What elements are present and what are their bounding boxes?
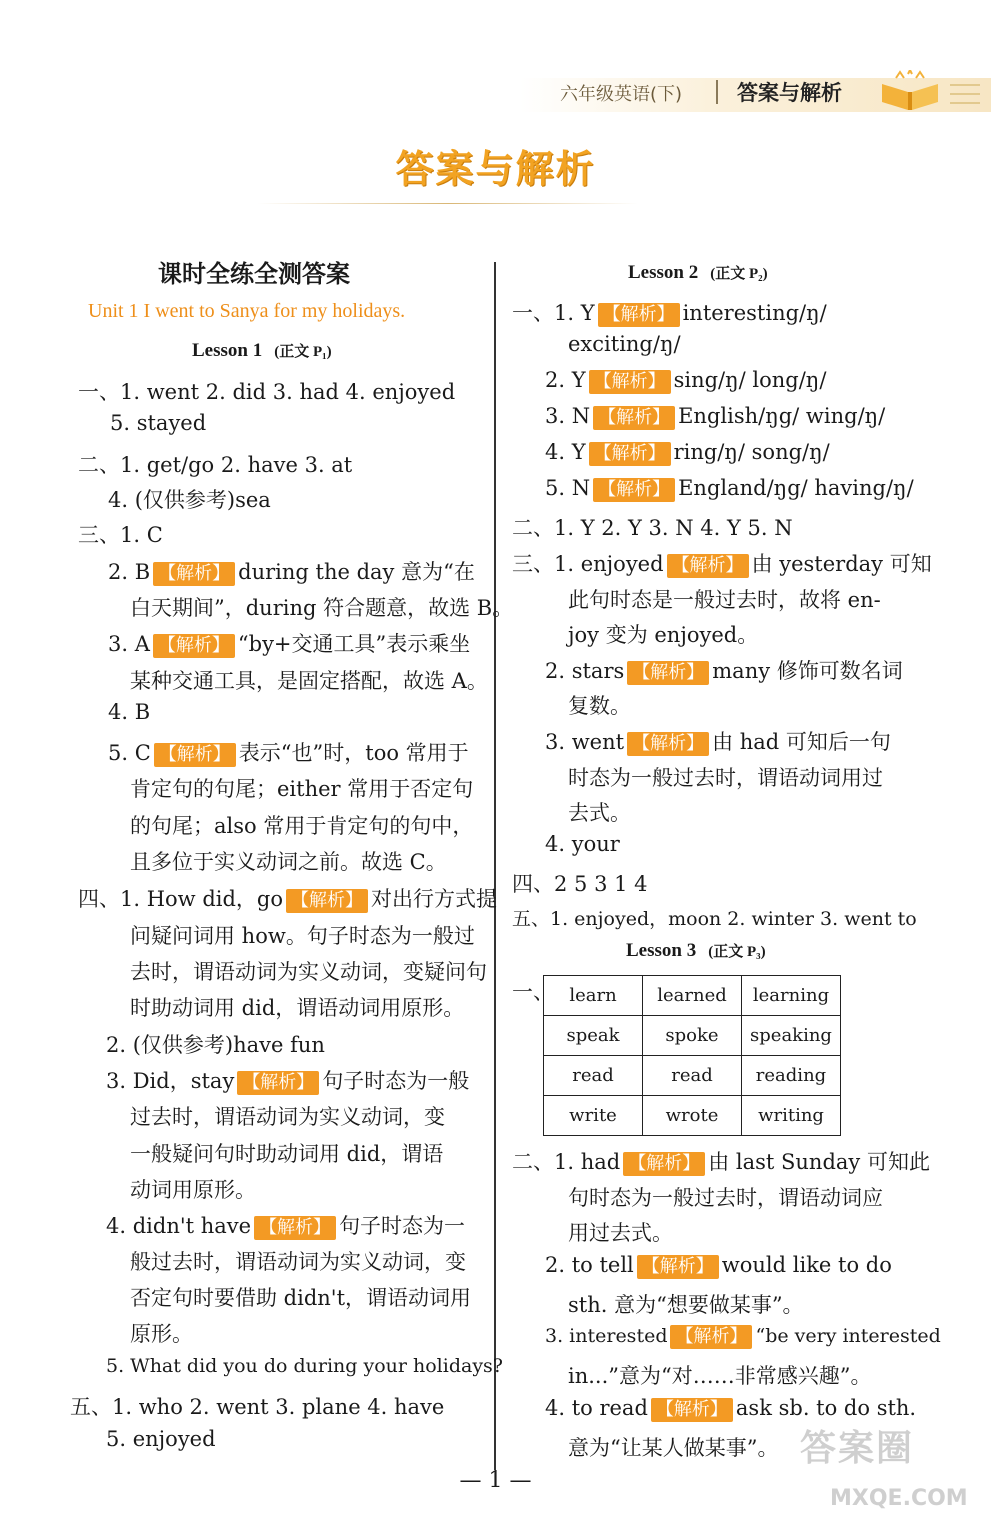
analysis-tag: 【解析】 bbox=[627, 661, 709, 685]
watermark: 答案圈 bbox=[800, 1428, 915, 1469]
analysis-tag: 【解析】 bbox=[670, 1325, 752, 1349]
analysis-tag: 【解析】 bbox=[286, 889, 368, 913]
answer-line: 4. your bbox=[545, 832, 620, 856]
answer-line: 动词用原形。 bbox=[130, 1178, 256, 1202]
table-row bbox=[544, 1016, 841, 1056]
answer-line: 一般疑问句时助动词用 did，谓语 bbox=[130, 1142, 444, 1166]
page-number: — 1 — bbox=[459, 1468, 532, 1493]
answer-line: 一、1. went 2. did 3. had 4. enjoyed bbox=[78, 380, 456, 404]
table-cell: speaking bbox=[742, 1016, 841, 1056]
answer-line: 此句时态是一般过去时，故将 en- bbox=[568, 588, 881, 612]
table-row bbox=[544, 976, 841, 1016]
table-cell: learned bbox=[643, 976, 742, 1016]
answer-line: 二、1. get/go 2. have 3. at bbox=[78, 453, 353, 477]
analysis-tag: 【解析】 bbox=[637, 1255, 719, 1279]
lesson-2-heading bbox=[628, 262, 768, 284]
open-book-icon bbox=[878, 70, 942, 112]
table-cell: speak bbox=[544, 1016, 643, 1056]
table-row bbox=[544, 1096, 841, 1136]
answer-line: 且多位于实义动词之前。故选 C。 bbox=[130, 850, 447, 874]
analysis-tag: 【解析】 bbox=[593, 406, 675, 430]
answer-line: 4. (仅供参考)sea bbox=[108, 488, 271, 512]
answer-line: joy 变为 enjoyed。 bbox=[568, 623, 759, 647]
analysis-tag: 【解析】 bbox=[254, 1216, 336, 1240]
answer-line: 三、1. C bbox=[78, 523, 163, 547]
lesson-1-title: Lesson 1 bbox=[192, 340, 263, 361]
answer-line: 4. Y 【解析】 ring/ŋ/ song/ŋ/ bbox=[545, 440, 830, 464]
title-rule bbox=[258, 203, 638, 204]
answer-line: 原形。 bbox=[130, 1322, 193, 1346]
answer-line: 2. Y 【解析】 sing/ŋ/ long/ŋ/ bbox=[545, 368, 827, 392]
answer-line: 一、1. Y 【解析】 interesting/ŋ/ bbox=[512, 301, 827, 325]
answer-line: 过去时，谓语动词为实义动词，变 bbox=[130, 1105, 445, 1129]
table-cell: learn bbox=[544, 976, 643, 1016]
lesson-3-ref: (正文 P₃) bbox=[708, 944, 766, 960]
answer-line: 三、1. enjoyed 【解析】 由 yesterday 可知 bbox=[512, 552, 932, 576]
answer-line: 4. B bbox=[108, 700, 151, 724]
table-cell: learning bbox=[742, 976, 841, 1016]
answer-line: 2. (仅供参考)have fun bbox=[106, 1033, 325, 1057]
analysis-tag: 【解析】 bbox=[651, 1398, 733, 1422]
header-section-title: 答案与解析 bbox=[737, 81, 842, 105]
answer-line: 肯定句的句尾；either 常用于否定句 bbox=[130, 777, 474, 801]
answer-line: 2. B 【解析】 during the day 意为“在 bbox=[108, 560, 475, 584]
answer-line: 时助动词用 did，谓语动词用原形。 bbox=[130, 996, 465, 1020]
section-heading: 课时全练全测答案 bbox=[158, 260, 350, 288]
answer-line: 二、1. had 【解析】 由 last Sunday 可知此 bbox=[512, 1150, 930, 1174]
answer-line: 3. A 【解析】 “by+交通工具”表示乘坐 bbox=[108, 632, 471, 656]
analysis-tag: 【解析】 bbox=[667, 554, 749, 578]
lesson-2-ref: (正文 P₂) bbox=[710, 266, 768, 282]
answer-line: 四、1. How did，go 【解析】 对出行方式提 bbox=[78, 887, 498, 911]
answer-line: 5. What did you do during your holidays? bbox=[106, 1355, 503, 1377]
answer-line: 4. to read 【解析】 ask sb. to do sth. bbox=[545, 1396, 917, 1420]
answer-line: 四、2 5 3 1 4 bbox=[512, 872, 648, 896]
table-cell: read bbox=[544, 1056, 643, 1096]
analysis-tag: 【解析】 bbox=[153, 562, 235, 586]
answer-line: 某种交通工具，是固定搭配，故选 A。 bbox=[130, 669, 488, 693]
answer-line: 问疑问词用 how。句子时态为一般过 bbox=[130, 924, 475, 948]
answer-line: 2. to tell 【解析】 would like to do bbox=[545, 1253, 892, 1277]
answer-line: 时态为一般过去时，谓语动词用过 bbox=[568, 766, 883, 790]
answer-line: 3. Did，stay 【解析】 句子时态为一般 bbox=[106, 1069, 470, 1093]
header-divider bbox=[716, 80, 718, 104]
answer-line: 二、1. Y 2. Y 3. N 4. Y 5. N bbox=[512, 516, 793, 540]
analysis-tag: 【解析】 bbox=[153, 634, 235, 658]
answer-line: 般过去时，谓语动词为实义动词，变 bbox=[130, 1250, 466, 1274]
answer-line: 5. C 【解析】 表示“也”时，too 常用于 bbox=[108, 741, 469, 765]
header-decoration bbox=[950, 84, 980, 111]
lesson-1-ref: (正文 P₁) bbox=[274, 344, 332, 360]
table-cell: reading bbox=[742, 1056, 841, 1096]
answer-line: 3. interested 【解析】 “be very interested bbox=[545, 1325, 941, 1347]
watermark-url: MXQE.COM bbox=[830, 1486, 968, 1511]
analysis-tag: 【解析】 bbox=[589, 442, 671, 466]
answer-line: 2. stars 【解析】 many 修饰可数名词 bbox=[545, 659, 903, 683]
table-cell: write bbox=[544, 1096, 643, 1136]
answer-line: 五、1. who 2. went 3. plane 4. have bbox=[70, 1395, 445, 1419]
answer-line: sth. 意为“想要做某事”。 bbox=[568, 1293, 804, 1317]
answer-line: 一、 bbox=[512, 980, 554, 1004]
analysis-tag: 【解析】 bbox=[589, 370, 671, 394]
lesson-3-heading bbox=[626, 940, 766, 962]
answer-line: 3. went 【解析】 由 had 可知后一句 bbox=[545, 730, 891, 754]
analysis-tag: 【解析】 bbox=[154, 743, 236, 767]
lesson-2-title: Lesson 2 bbox=[628, 262, 699, 283]
answer-line: 否定句时要借助 didn't，谓语动词用 bbox=[130, 1286, 472, 1310]
answer-line: exciting/ŋ/ bbox=[568, 332, 681, 356]
analysis-tag: 【解析】 bbox=[237, 1071, 319, 1095]
answer-line: 五、1. enjoyed，moon 2. winter 3. went to bbox=[512, 908, 917, 930]
table-cell: spoke bbox=[643, 1016, 742, 1056]
page-title: 答案与解析 bbox=[395, 147, 596, 191]
lesson-3-title: Lesson 3 bbox=[626, 940, 697, 961]
answer-line: 的句尾；also 常用于肯定句的句中， bbox=[130, 814, 474, 838]
table-cell: writing bbox=[742, 1096, 841, 1136]
analysis-tag: 【解析】 bbox=[598, 303, 680, 327]
table-cell: wrote bbox=[643, 1096, 742, 1136]
analysis-tag: 【解析】 bbox=[593, 478, 675, 502]
table-row bbox=[544, 1056, 841, 1096]
answer-line: 去时，谓语动词为实义动词，变疑问句 bbox=[130, 960, 487, 984]
answer-line: 句时态为一般过去时，谓语动词应 bbox=[568, 1186, 883, 1210]
column-divider bbox=[494, 262, 496, 1470]
answer-line: 5. stayed bbox=[110, 411, 207, 435]
answer-line: 去式。 bbox=[568, 801, 631, 825]
answer-line: 用过去式。 bbox=[568, 1221, 673, 1245]
lesson-1-heading bbox=[192, 340, 332, 362]
verb-forms-table bbox=[543, 975, 841, 1136]
answer-line: 白天期间”，during 符合题意，故选 B。 bbox=[130, 596, 514, 620]
answer-line: 3. N 【解析】 English/ŋg/ wing/ŋ/ bbox=[545, 404, 886, 428]
table-cell: read bbox=[643, 1056, 742, 1096]
answer-line: 4. didn't have 【解析】 句子时态为一 bbox=[106, 1214, 466, 1238]
header-grade: 六年级英语(下) bbox=[560, 84, 683, 105]
answer-line: 复数。 bbox=[568, 694, 631, 718]
answer-line: 意为“让某人做某事”。 bbox=[568, 1436, 779, 1460]
unit-heading: Unit 1 I went to Sanya for my holidays. bbox=[88, 300, 406, 322]
answer-line: in...”意为“对……非常感兴趣”。 bbox=[568, 1364, 872, 1388]
answer-line: 5. enjoyed bbox=[106, 1427, 216, 1451]
answer-line: 5. N 【解析】 England/ŋg/ having/ŋ/ bbox=[545, 476, 914, 500]
analysis-tag: 【解析】 bbox=[627, 732, 709, 756]
analysis-tag: 【解析】 bbox=[623, 1152, 705, 1176]
